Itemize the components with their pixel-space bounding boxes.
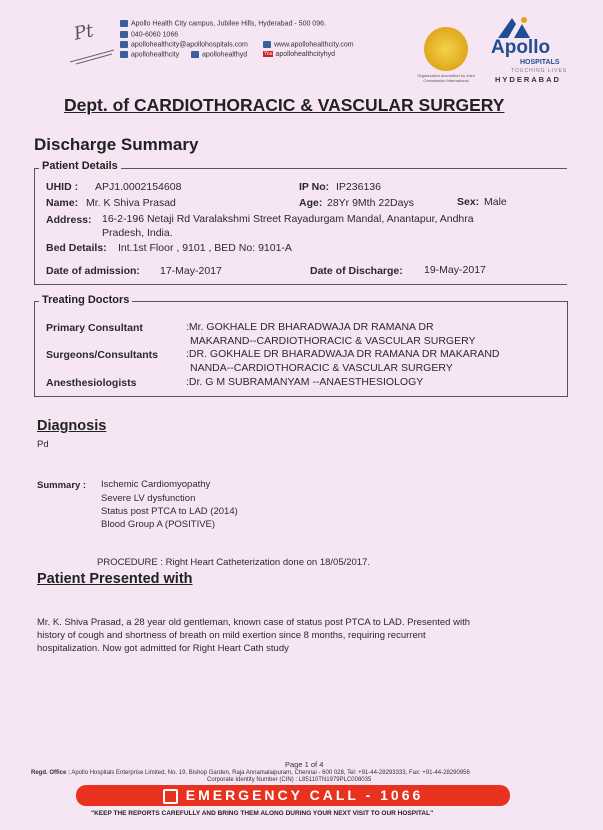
diagnosis-heading: Diagnosis <box>37 418 107 434</box>
document-title: Discharge Summary <box>34 135 199 154</box>
name-value: Mr. K Shiva Prasad <box>86 197 176 209</box>
ip-label: IP No: <box>299 181 330 193</box>
bed-value: Int.1st Floor , 9101 , BED No: 9101-A <box>118 242 292 254</box>
facebook-icon <box>120 51 128 58</box>
patient-details-legend: Patient Details <box>39 160 121 172</box>
header-address: Apollo Health City campus, Jubilee Hills, Hyderabad - 500 096. <box>120 20 326 27</box>
registered-office: Regd. Office : Apollo Hospitals Enterprise Limited, No. 19, Bishop Garden, Raja Annamalaipuram, Chennai - 600 028, Tel: +91-44-28293333, Fax: +91-44-28290956 <box>31 770 470 776</box>
department-title: Dept. of CARDIOTHORACIC & VASCULAR SURGERY <box>64 95 505 115</box>
header-phone: 040-6060 1066 <box>120 31 178 38</box>
sex-label: Sex: <box>457 196 480 208</box>
email-icon <box>120 41 128 48</box>
diagnosis-code: Pd <box>37 439 49 450</box>
twitter-icon <box>191 51 199 58</box>
presented-line3: hospitalization. Now got admitted for Right Heart Cath study <box>37 643 289 654</box>
surgeons-line1: :DR. GOKHALE DR BHARADWAJA DR RAMANA DR MAKARAND <box>186 348 500 360</box>
discharge-label: Date of Discharge: <box>310 265 403 277</box>
summary-item: Ischemic Cardiomyopathy <box>101 479 211 490</box>
youtube-icon: You <box>264 51 273 58</box>
brand-tagline: TOUCHING LIVES <box>511 68 568 74</box>
summary-item: Blood Group A (POSITIVE) <box>101 519 216 530</box>
header-youtube[interactable]: You apollohealthcityhyd <box>264 51 335 58</box>
age-label: Age: <box>299 197 323 209</box>
anesthesiologists-label: Anesthesiologists <box>46 377 137 389</box>
presented-line2: history of cough and shortness of breath on mild exertion since 8 months, requiring recurrent <box>37 630 426 641</box>
brand-name: Apollo <box>491 37 551 58</box>
globe-icon <box>263 41 271 48</box>
bed-label: Bed Details: <box>46 242 107 254</box>
address-line1: 16-2-196 Netaji Rd Varalakshmi Street Rayadurgam Mandal, Anantapur, Andhra <box>102 213 474 225</box>
procedure-line: PROCEDURE : Right Heart Catheterization done on 18/05/2017. <box>97 557 371 568</box>
address-line2: Pradesh, India. <box>102 227 173 239</box>
accreditation-caption: Organization Accredited by Joint Commission International <box>417 73 475 83</box>
header-website[interactable]: www.apollohealthcity.com <box>263 41 354 48</box>
presented-heading: Patient Presented with <box>37 571 193 587</box>
handwritten-scribble-icon <box>68 46 118 66</box>
sex-value: Male <box>484 196 507 208</box>
phone-icon <box>163 789 178 804</box>
cin-line: Corporate Identity Number (CIN) : L85110TN1979PLC008035 <box>207 777 372 783</box>
building-icon <box>120 20 128 27</box>
brand-city: HYDERABAD <box>495 75 561 84</box>
primary-consultant-line2: MAKARAND--CARDIOTHORACIC & VASCULAR SURGERY <box>190 335 476 347</box>
surgeons-label: Surgeons/Consultants <box>46 349 159 361</box>
address-label: Address: <box>46 214 92 226</box>
emergency-banner[interactable]: EMERGENCY CALL - 1066 <box>76 785 510 806</box>
summary-label: Summary : <box>37 480 87 491</box>
summary-item: Status post PTCA to LAD (2014) <box>101 506 238 517</box>
handwritten-initials: Pt <box>72 20 96 45</box>
primary-consultant-line1: :Mr. GOKHALE DR BHARADWAJA DR RAMANA DR <box>186 321 434 333</box>
brand-sub: HOSPITALS <box>520 59 560 66</box>
page-number: Page 1 of 4 <box>285 760 324 769</box>
uhid-value: APJ1.0002154608 <box>95 181 182 193</box>
jci-seal-icon <box>424 27 468 71</box>
name-label: Name: <box>46 197 79 209</box>
header-facebook[interactable]: apollohealthcity <box>120 51 179 58</box>
ip-value: IP236136 <box>336 181 381 193</box>
summary-item: Severe LV dysfunction <box>101 493 196 504</box>
primary-consultant-label: Primary Consultant <box>46 322 143 334</box>
age-value: 28Yr 9Mth 22Days <box>327 197 414 209</box>
admission-label: Date of admission: <box>46 265 140 277</box>
presented-line1: Mr. K. Shiva Prasad, a 28 year old gentleman, known case of status post PTCA to LAD. Presented with <box>37 617 471 628</box>
anesthesiologists-value: :Dr. G M SUBRAMANYAM --ANAESTHESIOLOGY <box>186 376 424 388</box>
header-twitter[interactable]: apollohealthyd <box>191 51 247 58</box>
uhid-label: UHID : <box>46 181 79 193</box>
surgeons-line2: NANDA--CARDIOTHORACIC & VASCULAR SURGERY <box>190 362 453 374</box>
phone-icon <box>120 31 128 38</box>
discharge-value: 19-May-2017 <box>424 264 486 276</box>
admission-value: 17-May-2017 <box>160 265 222 277</box>
header-email[interactable]: apollohealthcity@apollohospitals.com <box>120 41 248 48</box>
keep-reports-note: "KEEP THE REPORTS CAREFULLY AND BRING THEM ALONG DURING YOUR NEXT VISIT TO OUR HOSPITAL" <box>91 810 434 817</box>
treating-doctors-legend: Treating Doctors <box>39 294 132 306</box>
